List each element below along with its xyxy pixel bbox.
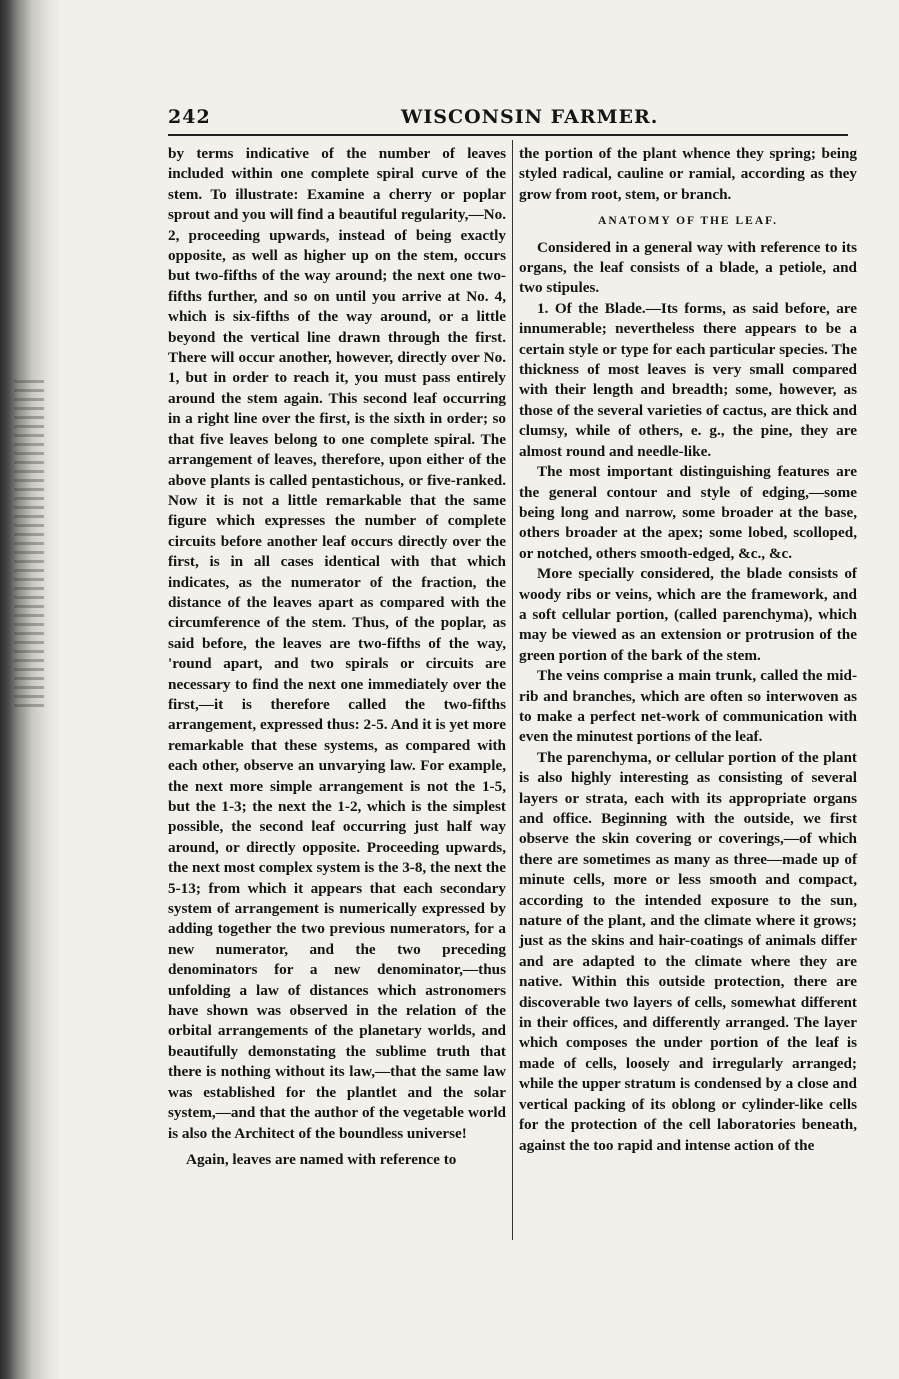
right-paragraph-intro: the portion of the plant whence they spring; being styled radical, cauline or ramial, according as they grow from root, stem, or branch.	[519, 145, 857, 203]
right-paragraph-5: The veins comprise a main trunk, called the mid-rib and branches, which are often so interwoven as to make a perfect net-work of communication with even the minutest portions of the leaf.	[519, 667, 857, 746]
left-column	[168, 144, 506, 1170]
right-column	[519, 144, 857, 1156]
bleed-through-marks	[14, 380, 44, 710]
right-paragraph-2: 1. Of the Blade.—Its forms, as said before, are innumerable; nevertheless there appears to be a certain style or type for each particular species. The thickness of most leaves is very small compared with their length and breadth; some, however, as those of the several varieties of cactus, are thick and clumsy, while of others, e. g., the pine, they are almost round and needle-like.	[519, 299, 857, 460]
section-heading: ANATOMY OF THE LEAF.	[598, 215, 778, 228]
right-paragraph-3: The most important distinguishing features are the general contour and style of edging,—some being long and narrow, some broader at the base, others broader at the apex; some lobed, scolloped, or notched, others smooth-edged, &c., &c.	[519, 463, 857, 562]
page-number: 242	[168, 106, 211, 128]
right-paragraph-1: Considered in a general way with reference to its organs, the leaf consists of a blade, a petiole, and two stipules.	[519, 238, 857, 297]
running-title: WISCONSIN FARMER.	[401, 106, 659, 128]
page-gutter-shadow	[0, 0, 60, 1379]
page-header	[168, 100, 848, 136]
column-divider	[512, 140, 513, 1240]
left-paragraph-2: Again, leaves are named with reference to	[186, 1150, 457, 1168]
right-paragraph-6: The parenchyma, or cellular portion of the plant is also highly interesting as consisting of several layers or strata, each with its appropriate organs and office. Beginning with the outside, we first observe the skin covering or coverings,—of which there are sometimes as many as three—made up of minute cells, more or less smooth and compact, according to the intended exposure to the sun, nature of the plant, and the climate where it grows; just as the skins and hair-coatings of animals differ and are adapted to the climate where they are native. Within this outside protection, there are discoverable two layers of cells, somewhat different in their offices, and differently arranged. The layer which composes the under portion of the leaf is made of cells, loosely and irregularly arranged; while the upper stratum is condensed by a close and vertical packing of its oblong or cylinder-like cells for the protection of the cell laboratories beneath, against the too rapid and intense action of the	[519, 748, 857, 1154]
right-paragraph-4: More specially considered, the blade consists of woody ribs or veins, which are the framework, and a soft cellular portion, (called parenchyma), which may be viewed as an extension or protrusion of the green portion of the bark of the stem.	[519, 565, 857, 664]
left-paragraph-1: by terms indicative of the number of leaves included within one complete spiral curve of the stem. To illustrate: Examine a cherry or poplar sprout and you will find a beautiful regularity,—No. 2, proceeding upwards, instead of being exactly opposite, as well as higher up on the stem, occurs but two-fifths of the way around; the next one two-fifths further, and so on until you arrive at No. 4, which is six-fifths of the way around, or a little beyond the vertical line drawn through the first. There will occur another, however, directly over No. 1, but in order to reach it, you must pass entirely around the stem again. This second leaf occurring in a right line over the first, is the sixth in order; so that five leaves belong to one complete spiral. The arrangement of leaves, therefore, upon either of the above plants is called pentastichous, or five-ranked. Now it is not a little remarkable that the same figure which expresses the number of complete circuits before another leaf occurs directly over the first, is in all cases identical with that which indicates, as the numerator of the fraction, the distance of the leaves apart as compared with the circumference of the stem. Thus, of the poplar, as said before, the leaves are two-fifths of the way, 'round apart, and two spirals or circuits are necessary to find the next one immediately over the first,—it is therefore called the two-fifths arrangement, expressed thus: 2-5. And it is yet more remarkable that these systems, as compared with each other, observe an unvarying law. For example, the next more simple arrangement is not the 1-5, but the 1-3; the next the 1-2, which is the simplest possible, the second leaf occurring just half way around, or directly opposite. Proceeding upwards, the next most complex system is the 3-8, the next the 5-13; from which it appears that each secondary system of arrangement is numerically expressed by adding together the two previous numerators, for a new numerator, and the two preceding denominators for a new denominator,—thus unfolding a law of distances which astronomers have shown was observed in the relation of the orbital arrangements of the planetary worlds, and beautifully demonstating the sublime truth that there is nothing without its law,—that the same law was established for the plantlet and the solar system,—and that the author of the vegetable world is also the Architect of the boundless universe!	[168, 145, 506, 1142]
